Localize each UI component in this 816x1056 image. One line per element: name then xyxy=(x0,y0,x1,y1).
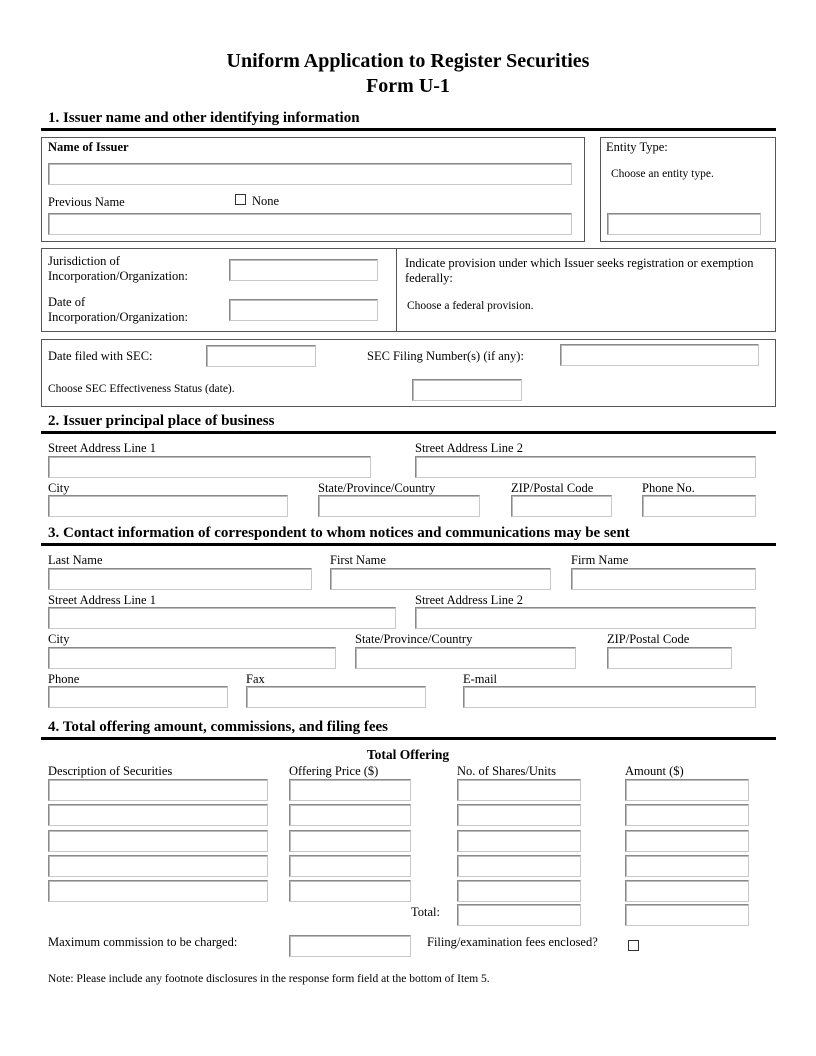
none-checkbox[interactable] xyxy=(235,194,246,205)
total-shares-input[interactable] xyxy=(457,904,581,926)
col-amount-label: Amount ($) xyxy=(625,764,684,778)
section3-heading: 3. Contact information of correspondent to whom notices and communications may be sent xyxy=(48,525,630,541)
offering-description-input-row2[interactable] xyxy=(48,804,268,826)
contact-city-label: City xyxy=(48,632,70,646)
none-label: None xyxy=(252,194,280,208)
offering-price-input-row5[interactable] xyxy=(289,880,411,902)
business-street2-label: Street Address Line 2 xyxy=(415,441,523,455)
entity-type-label: Entity Type: xyxy=(606,140,668,154)
contact-first-name-input[interactable] xyxy=(330,568,551,590)
contact-state-label: State/Province/Country xyxy=(355,632,473,646)
offering-shares-input-row4[interactable] xyxy=(457,855,581,877)
sec-filing-input[interactable] xyxy=(560,344,759,366)
business-zip-input[interactable] xyxy=(511,495,612,517)
offering-description-input-row1[interactable] xyxy=(48,779,268,801)
jurisdiction-label: Jurisdiction of Incorporation/Organization: xyxy=(48,254,189,283)
offering-price-input-row2[interactable] xyxy=(289,804,411,826)
col-description-label: Description of Securities xyxy=(48,764,173,778)
max-commission-label: Maximum commission to be charged: xyxy=(48,935,238,949)
contact-phone-input[interactable] xyxy=(48,686,228,708)
previous-name-label: Previous Name xyxy=(48,195,125,209)
offering-description-input-row3[interactable] xyxy=(48,830,268,852)
offering-shares-input-row1[interactable] xyxy=(457,779,581,801)
date-filed-input[interactable] xyxy=(206,345,316,367)
business-phone-label: Phone No. xyxy=(642,481,695,495)
offering-price-input-row1[interactable] xyxy=(289,779,411,801)
section4-rule xyxy=(41,737,776,740)
contact-email-input[interactable] xyxy=(463,686,756,708)
date-inc-input[interactable] xyxy=(229,299,378,321)
business-phone-input[interactable] xyxy=(642,495,756,517)
contact-fax-input[interactable] xyxy=(246,686,426,708)
date-filed-label: Date filed with SEC: xyxy=(48,349,153,363)
offering-shares-input-row2[interactable] xyxy=(457,804,581,826)
contact-firm-name-label: Firm Name xyxy=(571,553,629,567)
contact-last-name-label: Last Name xyxy=(48,553,103,567)
provision-dropdown[interactable]: Choose a federal provision. xyxy=(407,300,534,312)
offering-amount-input-row2[interactable] xyxy=(625,804,749,826)
entity-type-input[interactable] xyxy=(607,213,761,235)
business-street2-input[interactable] xyxy=(415,456,756,478)
business-street1-label: Street Address Line 1 xyxy=(48,441,156,455)
business-city-label: City xyxy=(48,481,70,495)
section2-rule xyxy=(41,431,776,434)
previous-name-input[interactable] xyxy=(48,213,572,235)
contact-street1-input[interactable] xyxy=(48,607,396,629)
col-price-label: Offering Price ($) xyxy=(289,764,379,778)
sec-status-dropdown[interactable]: Choose SEC Effectiveness Status (date). xyxy=(48,383,235,395)
contact-fax-label: Fax xyxy=(246,672,265,686)
business-zip-label: ZIP/Postal Code xyxy=(511,481,594,495)
section4-heading: 4. Total offering amount, commissions, and filing fees xyxy=(48,719,389,735)
offering-shares-input-row3[interactable] xyxy=(457,830,581,852)
contact-zip-label: ZIP/Postal Code xyxy=(607,632,690,646)
business-state-input[interactable] xyxy=(318,495,480,517)
business-city-input[interactable] xyxy=(48,495,288,517)
contact-street2-label: Street Address Line 2 xyxy=(415,593,523,607)
business-state-label: State/Province/Country xyxy=(318,481,436,495)
contact-city-input[interactable] xyxy=(48,647,336,669)
name-of-issuer-input[interactable] xyxy=(48,163,572,185)
form-title: Uniform Application to Register Securities xyxy=(226,50,590,72)
contact-state-input[interactable] xyxy=(355,647,576,669)
offering-amount-input-row4[interactable] xyxy=(625,855,749,877)
footnote-note: Note: Please include any footnote disclosures in the response form field at the bottom of Item 5. xyxy=(48,973,490,985)
date-inc-label: Date of Incorporation/Organization: xyxy=(48,295,189,324)
offering-amount-input-row5[interactable] xyxy=(625,880,749,902)
section3-rule xyxy=(41,543,776,546)
col-shares-label: No. of Shares/Units xyxy=(457,764,556,778)
jurisdiction-input[interactable] xyxy=(229,259,378,281)
provision-label: Indicate provision under which Issuer seeks registration or exemption federally: xyxy=(405,256,754,285)
form-subtitle: Form U-1 xyxy=(366,75,450,97)
contact-last-name-input[interactable] xyxy=(48,568,312,590)
contact-firm-name-input[interactable] xyxy=(571,568,756,590)
contact-zip-input[interactable] xyxy=(607,647,732,669)
business-street1-input[interactable] xyxy=(48,456,371,478)
section2-heading: 2. Issuer principal place of business xyxy=(48,413,275,429)
offering-price-input-row3[interactable] xyxy=(289,830,411,852)
section1-rule xyxy=(41,128,776,131)
offering-shares-input-row5[interactable] xyxy=(457,880,581,902)
name-of-issuer-label: Name of Issuer xyxy=(48,140,129,154)
total-amount-input[interactable] xyxy=(625,904,749,926)
max-commission-input[interactable] xyxy=(289,935,411,957)
total-label: Total: xyxy=(411,905,440,919)
contact-phone-label: Phone xyxy=(48,672,80,686)
entity-type-dropdown[interactable]: Choose an entity type. xyxy=(611,168,714,180)
fees-enclosed-label: Filing/examination fees enclosed? xyxy=(427,935,598,949)
fees-enclosed-checkbox[interactable] xyxy=(628,940,639,951)
contact-street1-label: Street Address Line 1 xyxy=(48,593,156,607)
offering-amount-input-row1[interactable] xyxy=(625,779,749,801)
total-offering-heading: Total Offering xyxy=(366,747,450,762)
offering-amount-input-row3[interactable] xyxy=(625,830,749,852)
section1-heading: 1. Issuer name and other identifying information xyxy=(48,110,360,126)
contact-street2-input[interactable] xyxy=(415,607,756,629)
contact-email-label: E-mail xyxy=(463,672,498,686)
contact-first-name-label: First Name xyxy=(330,553,386,567)
sec-status-input[interactable] xyxy=(412,379,522,401)
offering-description-input-row4[interactable] xyxy=(48,855,268,877)
sec-filing-label: SEC Filing Number(s) (if any): xyxy=(367,349,524,363)
offering-description-input-row5[interactable] xyxy=(48,880,268,902)
offering-price-input-row4[interactable] xyxy=(289,855,411,877)
